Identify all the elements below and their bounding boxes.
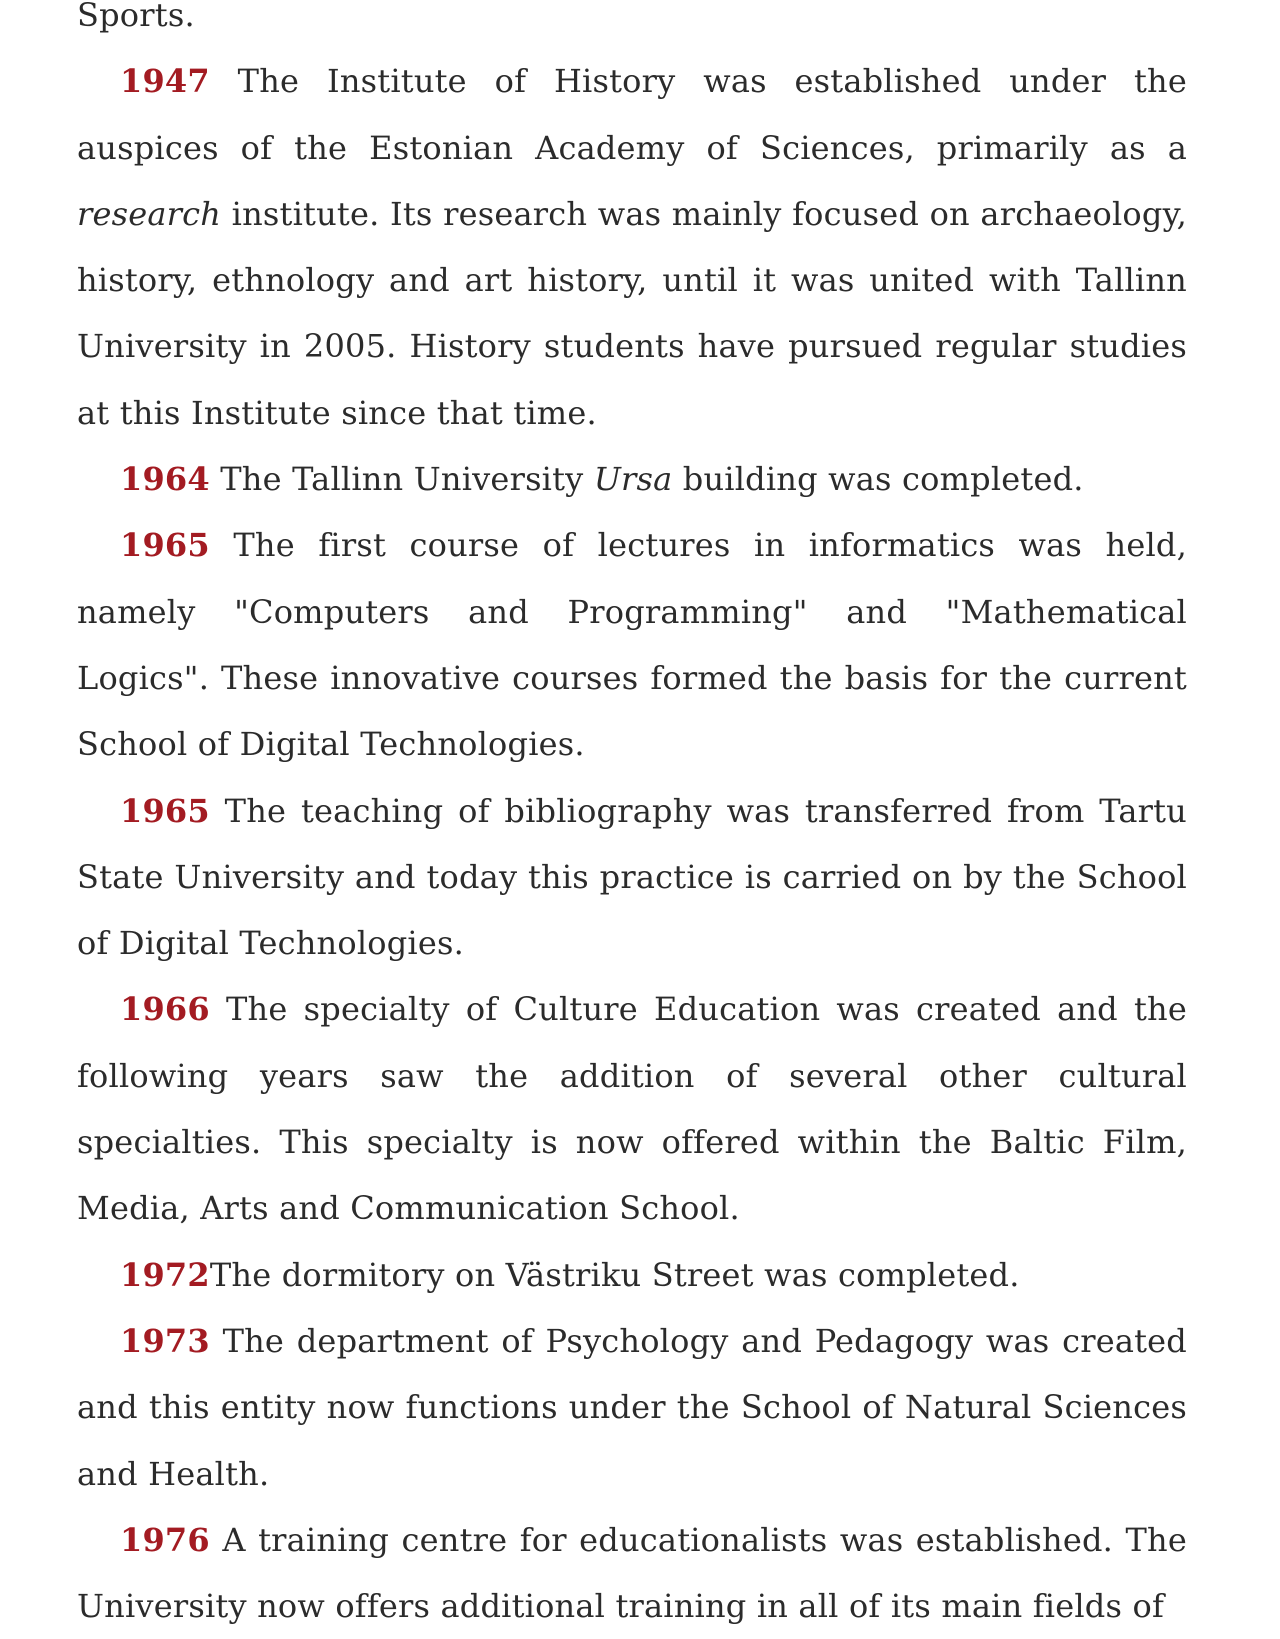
intro-tail-paragraph [77,0,1187,48]
entry-1973 [77,1308,1187,1507]
intro-tail-text: Sports. [77,0,195,34]
entry-text: The specialty of Culture Education was created and the following years saw the addition of several other cultural specialties. This specialty is now offered within the Baltic Film, Media, Arts and Communication School. [77,990,1187,1228]
entry-1964 [77,446,1187,512]
entry-text: The Tallinn University [209,460,594,499]
entry-year: 1965 [120,791,210,830]
entry-year: 1972 [120,1255,210,1294]
entry-text: The first course of lectures in informatics was held, namely "Computers and Programming" and "Mathematical Logics". These innovative courses formed the basis for the current School of Digital Technologies. [77,526,1187,764]
entry-year: 1966 [120,990,210,1029]
document-page [77,0,1187,1639]
entry-text: institute. Its research was mainly focused on archaeology, history, ethnology and art history, until it was united with Tallinn University in 2005. History students have pursued regular studies at this Institute since that time. [77,194,1187,432]
entry-emphasis: Ursa [593,460,673,499]
entry-year: 1973 [120,1321,210,1360]
entry-year: 1976 [120,1520,210,1559]
entry-1965-bibliography [77,778,1187,977]
entry-1972 [77,1242,1187,1308]
entry-text: A training centre for educationalists was established. The University now offers additional training in all of its main fields of [77,1520,1187,1626]
entry-1966 [77,976,1187,1241]
entry-text: The teaching of bibliography was transferred from Tartu State University and today this practice is carried on by the School of Digital Technologies. [77,791,1187,963]
entry-1965-informatics [77,512,1187,777]
entry-year: 1965 [120,526,210,565]
entry-1947 [77,48,1187,446]
entry-text: The department of Psychology and Pedagogy was created and this entity now functions under the School of Natural Sciences and Health. [77,1321,1187,1493]
entry-year: 1964 [120,460,210,499]
entry-year: 1947 [120,62,210,101]
entry-text: The Institute of History was established under the auspices of the Estonian Academy of Sciences, primarily as a [77,62,1187,167]
entry-1976 [77,1507,1187,1639]
entry-emphasis: research [77,194,222,233]
entry-text: The dormitory on Västriku Street was completed. [209,1255,1020,1294]
entry-text: building was completed. [672,460,1084,499]
